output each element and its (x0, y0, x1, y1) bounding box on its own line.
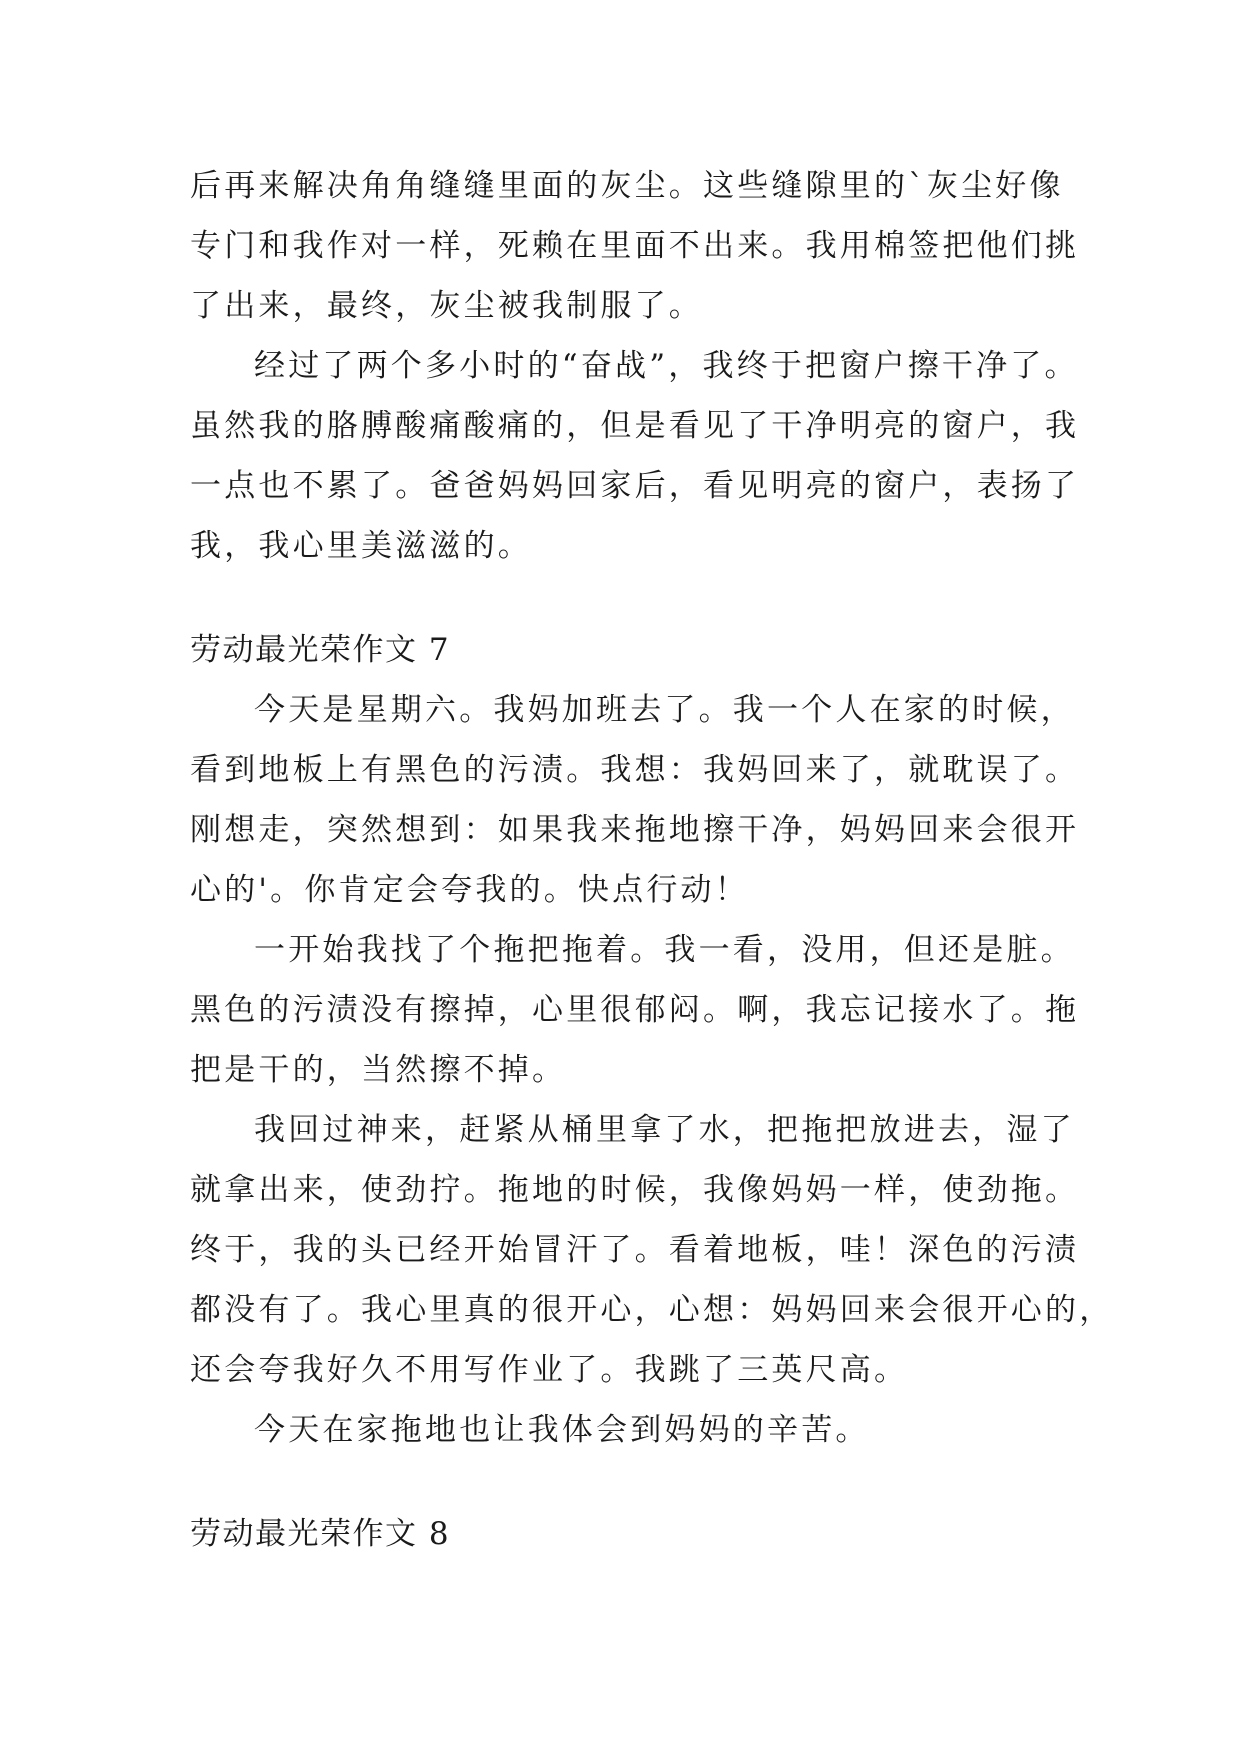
text-line: 了出来，最终，灰尘被我制服了。 (190, 288, 703, 324)
text-line: 把是干的，当然擦不掉。 (190, 1052, 567, 1088)
section-heading-7: 劳动最光荣作文 7 (190, 632, 451, 668)
text-line: 我，我心里美滋滋的。 (190, 528, 532, 564)
text-line: 后再来解决角角缝缝里面的灰尘。这些缝隙里的`灰尘好像 (190, 168, 1064, 204)
text-line: 看到地板上有黑色的污渍。我想：我妈回来了，就耽误了。 (190, 752, 1080, 788)
paragraph-first-line: 我回过神来，赶紧从桶里拿了水，把拖把放进去，湿了 (254, 1112, 1075, 1148)
text-line: 心的'。你肯定会夸我的。快点行动！ (190, 872, 749, 908)
text-line: 还会夸我好久不用写作业了。我跳了三英尺高。 (190, 1352, 909, 1388)
text-line: 就拿出来，使劲拧。拖地的时候，我像妈妈一样，使劲拖。 (190, 1172, 1080, 1208)
paragraph-first-line: 一开始我找了个拖把拖着。我一看，没用，但还是脏。 (254, 932, 1075, 968)
text-line: 都没有了。我心里真的很开心，心想：妈妈回来会很开心的， (190, 1292, 1114, 1328)
text-line: 虽然我的胳膊酸痛酸痛的，但是看见了干净明亮的窗户，我 (190, 408, 1080, 444)
paragraph-first-line: 经过了两个多小时的“奋战”，我终于把窗户擦干净了。 (254, 348, 1079, 384)
text-line: 黑色的污渍没有擦掉，心里很郁闷。啊，我忘记接水了。拖 (190, 992, 1080, 1028)
text-line: 一点也不累了。爸爸妈妈回家后，看见明亮的窗户，表扬了 (190, 468, 1080, 504)
paragraph-first-line: 今天是星期六。我妈加班去了。我一个人在家的时候， (254, 692, 1075, 728)
text-line: 专门和我作对一样，死赖在里面不出来。我用棉签把他们挑 (190, 228, 1080, 264)
section-heading-8: 劳动最光荣作文 8 (190, 1516, 451, 1552)
text-line: 刚想走，突然想到：如果我来拖地擦干净，妈妈回来会很开 (190, 812, 1080, 848)
paragraph-first-line: 今天在家拖地也让我体会到妈妈的辛苦。 (254, 1412, 870, 1448)
text-line: 终于，我的头已经开始冒汗了。看着地板，哇！深色的污渍 (190, 1232, 1080, 1268)
